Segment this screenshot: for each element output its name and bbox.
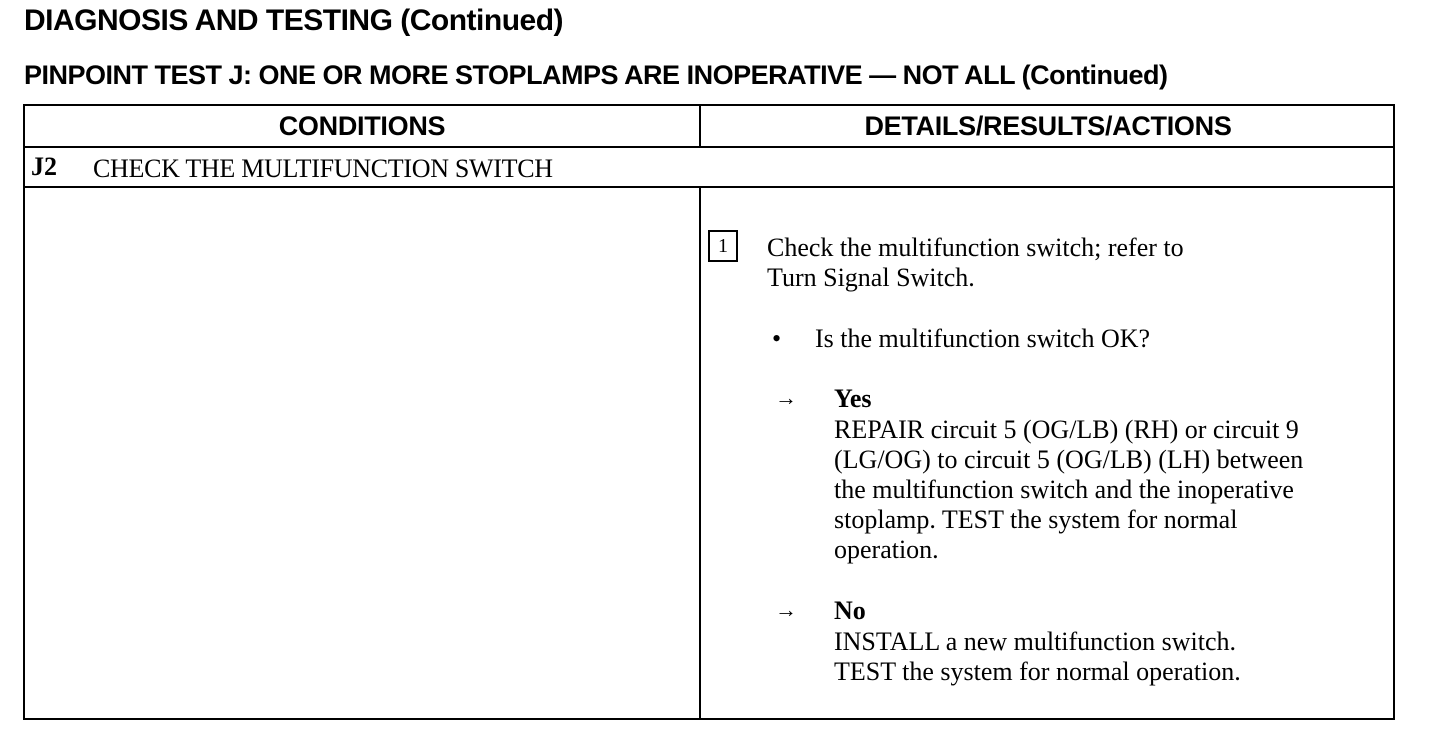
details-column-header: DETAILS/RESULTS/ACTIONS [864, 111, 1232, 141]
no-answer-label: No [834, 596, 866, 625]
yes-answer-line: (LG/OG) to circuit 5 (OG/LB) (LH) between [834, 445, 1304, 474]
pinpoint-test-title: PINPOINT TEST J: ONE OR MORE STOPLAMPS ARE INOPERATIVE — NOT ALL (Continued) [24, 60, 1168, 90]
yes-answer-line: the multifunction switch and the inoperative [834, 475, 1294, 504]
step-title: CHECK THE MULTIFUNCTION SWITCH [93, 154, 553, 183]
column-divider-header [699, 106, 701, 148]
step-row [25, 148, 1393, 188]
action-number-box: 1 [708, 230, 738, 262]
table-header-row [25, 106, 1393, 148]
page-title: DIAGNOSIS AND TESTING (Continued) [24, 4, 564, 37]
no-answer-line: INSTALL a new multifunction switch. [834, 627, 1237, 656]
step-id: J2 [31, 152, 57, 181]
arrow-right-icon: → [775, 597, 797, 622]
yes-answer-line: REPAIR circuit 5 (OG/LB) (RH) or circuit 9 [834, 415, 1299, 444]
conditions-column-header: CONDITIONS [278, 111, 446, 141]
action-question: Is the multifunction switch OK? [815, 324, 1151, 353]
bullet-icon: • [772, 324, 782, 353]
arrow-right-icon: → [775, 385, 797, 410]
instruction-line: Check the multifunction switch; refer to [767, 233, 1184, 262]
action-instruction [767, 233, 1184, 293]
column-divider-body [699, 188, 701, 718]
yes-answer-line: stoplamp. TEST the system for normal [834, 505, 1238, 534]
yes-answer-line: operation. [834, 535, 939, 564]
no-answer-line: TEST the system for normal operation. [834, 657, 1241, 686]
yes-answer-text [834, 415, 1303, 565]
yes-answer-label: Yes [834, 384, 872, 413]
instruction-line: Turn Signal Switch. [767, 263, 975, 292]
no-answer-text [834, 627, 1241, 687]
